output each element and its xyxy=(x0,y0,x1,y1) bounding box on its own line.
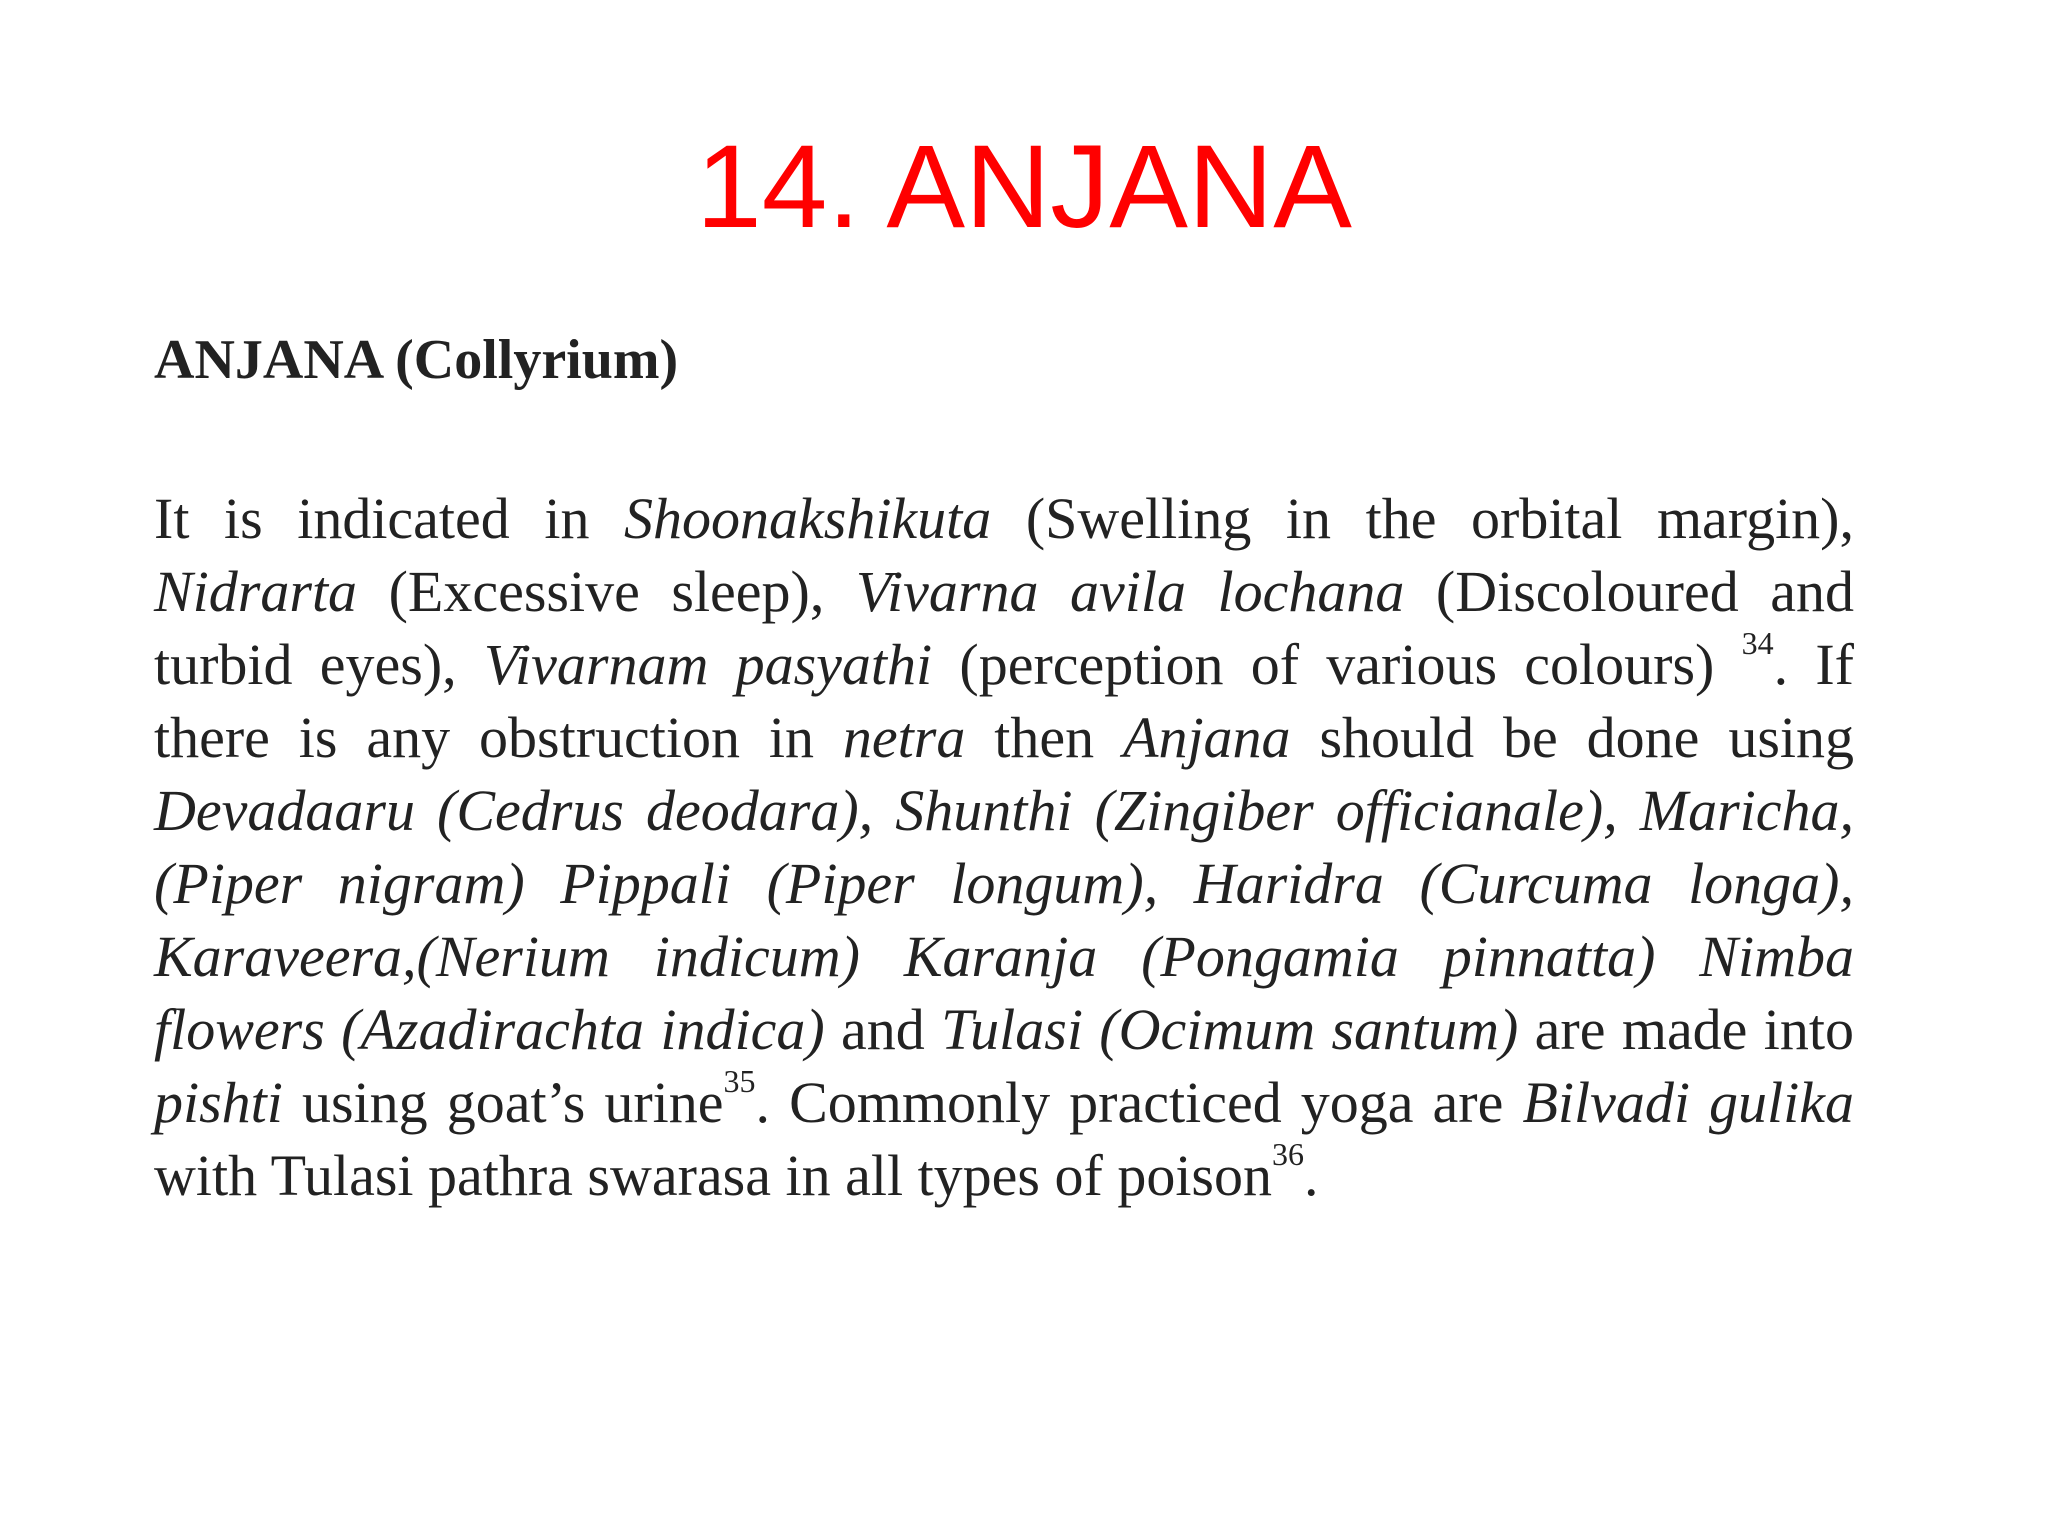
text-run: . If there is any obstruction in xyxy=(154,632,1854,770)
text-run: then xyxy=(965,705,1124,770)
text-run: using goat’s urine xyxy=(282,1070,724,1135)
italic-term: pishti xyxy=(154,1070,283,1135)
text-run: (Discoloured and turbid eyes), xyxy=(154,559,1854,697)
text-run: with Tulasi pathra swarasa in all types of poison xyxy=(154,1143,1273,1208)
text-run: and xyxy=(824,997,942,1062)
text-run: (perception of various colours) xyxy=(932,632,1742,697)
body-paragraph xyxy=(154,482,1854,1212)
reference-number: 35 xyxy=(723,1063,756,1099)
italic-term: Shoonakshikuta xyxy=(624,486,992,551)
italic-term: Vivarnam pasyathi xyxy=(483,632,933,697)
text-run: (Excessive sleep), xyxy=(357,559,856,624)
italic-term: netra xyxy=(842,705,966,770)
slide-title: 14. ANJANA xyxy=(696,121,1352,253)
text-run: (Swelling in the orbital margin), xyxy=(991,486,1854,551)
reference-number: 36 xyxy=(1272,1136,1305,1172)
italic-term: Nidrarta xyxy=(154,559,358,624)
italic-term: Vivarna avila lochana xyxy=(855,559,1405,624)
italic-term: Bilvadi gulika xyxy=(1522,1070,1854,1135)
reference-number: 34 xyxy=(1741,625,1774,661)
italic-term: Tulasi (Ocimum santum) xyxy=(941,997,1519,1062)
scanned-excerpt xyxy=(154,322,1854,1212)
section-heading: ANJANA (Collyrium) xyxy=(154,329,679,391)
italic-term: Devadaaru (Cedrus deodara), Shunthi (Zingiber officianale), Maricha,(Piper nigram) Pippali (Piper longum), Haridra (Curcuma longa), Karaveera,(Nerium indicum) Karanja (Pongamia pinnatta) Nimba flowers (Azadirachta indica) xyxy=(154,778,1854,1062)
text-run: It is indicated in xyxy=(154,486,624,551)
text-run: should be done using xyxy=(1290,705,1855,770)
text-run: . Commonly practiced yoga are xyxy=(755,1070,1523,1135)
text-run: are made into xyxy=(1518,997,1854,1062)
text-run: . xyxy=(1304,1143,1319,1208)
italic-term: Anjana xyxy=(1123,705,1291,770)
